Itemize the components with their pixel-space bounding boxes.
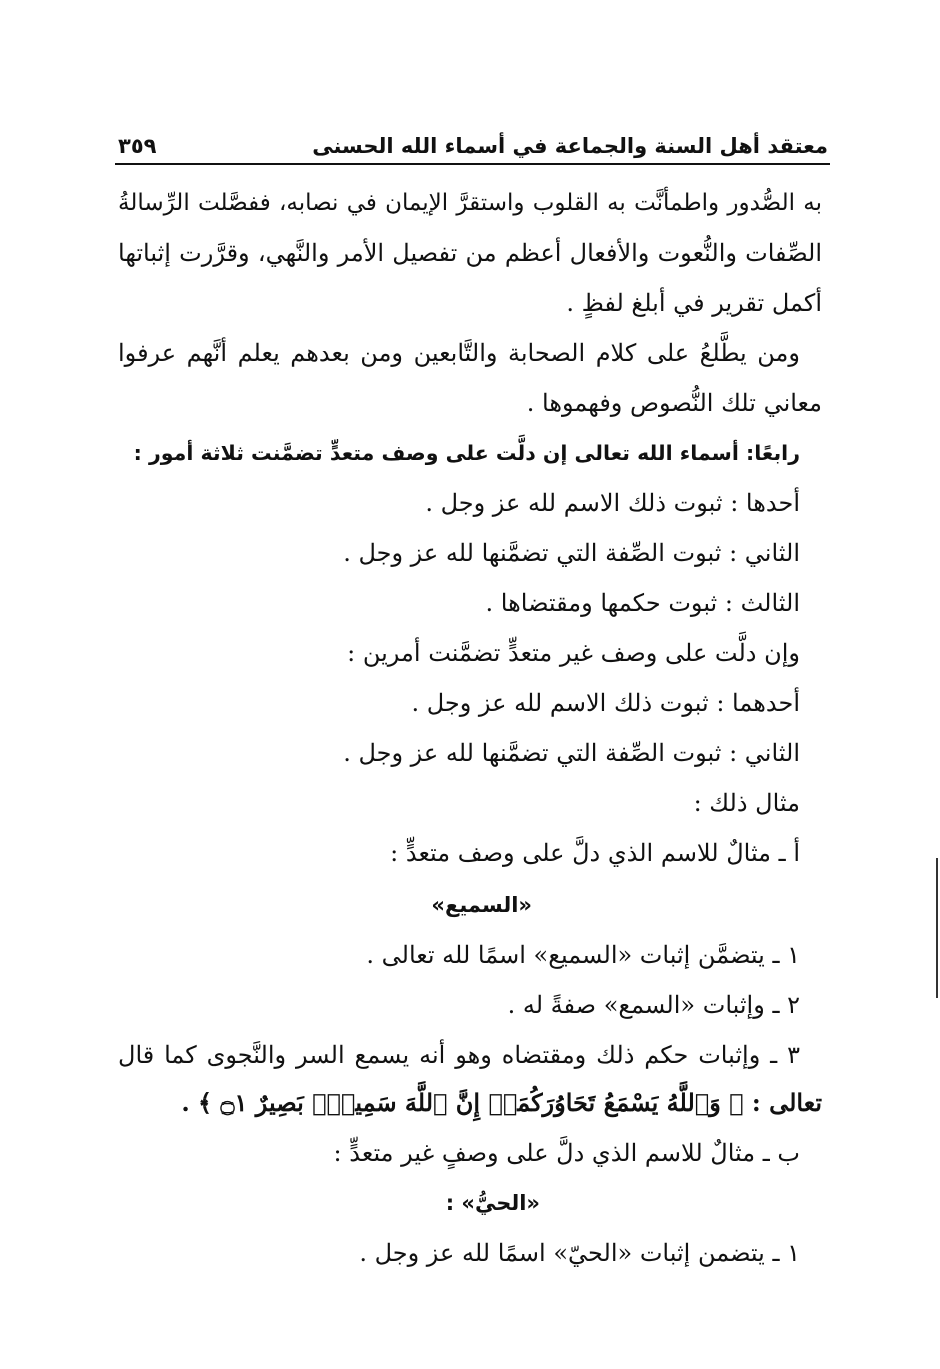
text-line: أحدها : ثبوت ذلك الاسم لله عز وجل . bbox=[425, 489, 800, 517]
text-line: الثاني : ثبوت الصِّفة التي تضمَّنها لله عز وجل . bbox=[343, 539, 800, 567]
text-line: أكمل تقرير في أبلغ لفظٍ . bbox=[566, 289, 822, 317]
text-line: مثال ذلك : bbox=[693, 789, 800, 817]
text-line: به الصُّدور واطمأنَّت به القلوب واستقرَّ الإيمان في نصابه، ففصَّلت الرِّسالةُ bbox=[118, 190, 822, 216]
text-line: ومن يطَّلعُ على كلام الصحابة والتَّابعين ومن بعدهم يعلم أنَّهم عرفوا bbox=[118, 339, 800, 367]
text-line: معاني تلك النُّصوص وفهموها . bbox=[526, 389, 822, 417]
page-number: ٣٥٩ bbox=[118, 134, 157, 158]
text-line: ٣ ـ وإثبات حكم ذلك ومقتضاه وهو أنه يسمع السر والنَّجوى كما قال bbox=[118, 1041, 800, 1069]
example-name: «الحيُّ» : bbox=[445, 1191, 540, 1215]
text-line: أ ـ مثالٌ للاسم الذي دلَّ على وصف متعدٍّ : bbox=[390, 839, 800, 867]
text-line: ١ ـ يتضمَّن إثبات «السميع» اسمًا لله تعالى . bbox=[366, 941, 800, 969]
text-line: ١ ـ يتضمن إثبات «الحيّ» اسمًا لله عز وجل . bbox=[359, 1239, 800, 1267]
text-line: أحدهما : ثبوت ذلك الاسم لله عز وجل . bbox=[411, 689, 800, 717]
section-heading: رابعًا: أسماء الله تعالى إن دلَّت على وصف متعدٍّ تضمَّنت ثلاثة أمور : bbox=[133, 441, 800, 465]
page-header bbox=[118, 118, 828, 158]
text-line: وإن دلَّت على وصف غير متعدٍّ تضمَّنت أمرين : bbox=[347, 639, 800, 667]
text-line: الثالث : ثبوت حكمها ومقتضاها . bbox=[485, 589, 800, 617]
text-line: الصِّفات والنُّعوت والأفعال أعظم من تفصيل الأمر والنَّهي، وقرَّرت إثباتها bbox=[118, 239, 822, 267]
text-line: ٢ ـ وإثبات «السمع» صفةً له . bbox=[507, 991, 800, 1019]
example-name: «السميع» bbox=[431, 893, 532, 917]
text-line: الثاني : ثبوت الصِّفة التي تضمَّنها لله عز وجل . bbox=[343, 739, 800, 767]
scan-edge-mark bbox=[936, 858, 938, 998]
quran-verse-line: تعالى : ﴿ وَٱللَّهُ يَسْمَعُ تَحَاوُرَكُمَآۚ إِنَّ ٱللَّهَ سَمِيعُۢ بَصِيرٌ ۝١ ﴾ . bbox=[181, 1088, 822, 1117]
running-title: معتقد أهل السنة والجماعة في أسماء الله الحسنى bbox=[312, 134, 828, 158]
header-rule bbox=[115, 163, 830, 165]
text-line: ب ـ مثالٌ للاسم الذي دلَّ على وصفٍ غير متعدٍّ : bbox=[333, 1139, 800, 1167]
